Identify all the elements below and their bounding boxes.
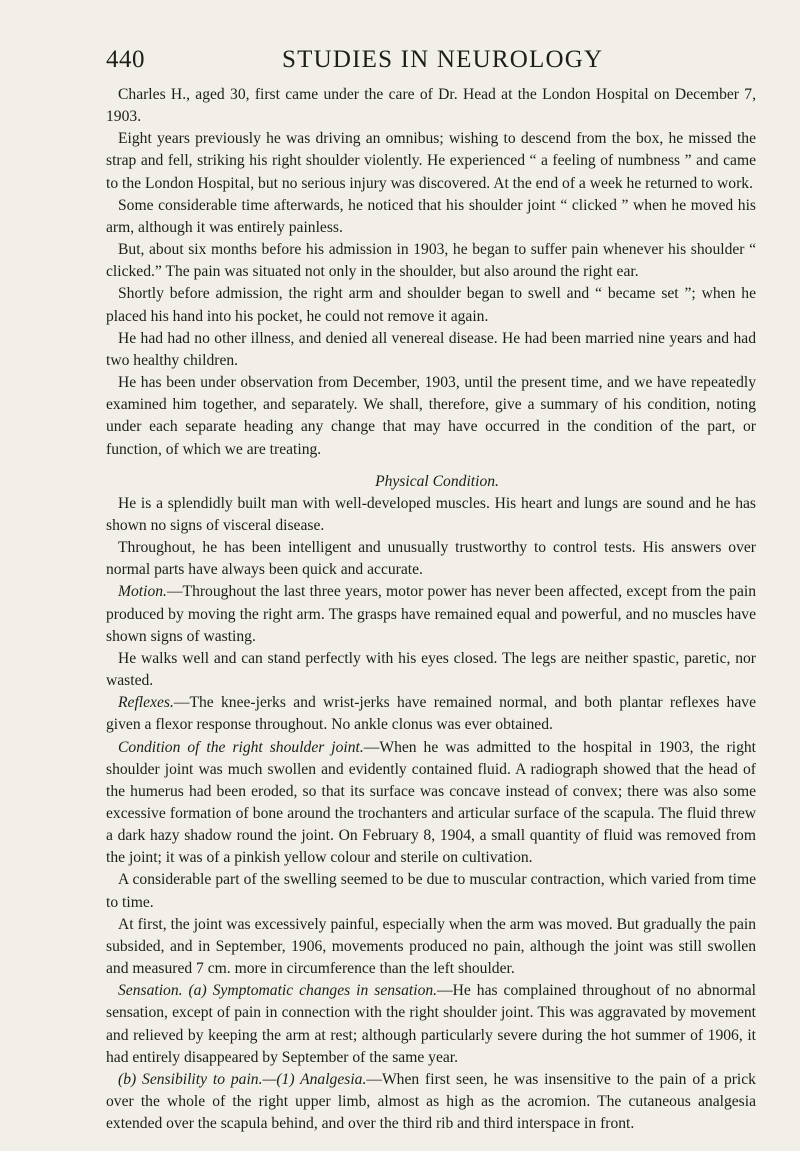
paragraph-text: —When first seen, he was insensitive to the pain of a prick over the whole of the right upper limb, almost as high as the acromion. The cutaneous analgesia extended over the scapula behind, and over the third rib and third interspace in front. xyxy=(106,1070,756,1133)
paragraph: Eight years previously he was driving an omnibus; wishing to descend from the box, he missed the strap and fell, striking his right shoulder violently. He experienced “ a feeling of numbness ” and came to the London Hospital, but no serious injury was discovered. At the end of a week he returned to work. xyxy=(106,130,756,192)
body-text xyxy=(106,84,756,1135)
paragraph: But, about six months before his admission in 1903, he began to suffer pain whenever his shoulder “ clicked.” The pain was situated not only in the shoulder, but also around the right ear. xyxy=(106,241,756,281)
section-heading: Physical Condition. xyxy=(375,472,499,490)
paragraph: He had had no other illness, and denied all venereal disease. He had been married nine years and had two healthy children. xyxy=(106,329,756,369)
paragraph xyxy=(106,980,756,1069)
paragraph-lead: Sensation. (a) Symptomatic changes in sensation. xyxy=(118,982,438,1000)
paragraph-lead: Condition of the right shoulder joint. xyxy=(118,738,364,756)
paragraph-lead: (b) Sensibility to pain.—(1) Analgesia. xyxy=(118,1070,367,1088)
paragraph: Some considerable time afterwards, he noticed that his shoulder joint “ clicked ” when he moved his arm, although it was entirely painless. xyxy=(106,196,756,236)
running-head xyxy=(106,46,756,78)
paragraph-text: —Throughout the last three years, motor power has never been affected, except from the pain produced by moving the right arm. The grasps have remained equal and powerful, and no muscles have shown signs of wasting. xyxy=(106,583,756,645)
paragraph-text: At first, the joint was excessively painful, especially when the arm was moved. But gradually the pain subsided, and in September, 1906, movements produced no pain, although the joint was still swollen and measured 7 cm. more in circumference than the left shoulder. xyxy=(106,915,756,978)
paragraph-text: Throughout, he has been intelligent and unusually trustworthy to control tests. His answers over normal parts have always been quick and accurate. xyxy=(106,539,756,579)
paragraph-lead: Reflexes. xyxy=(118,694,174,712)
paragraph xyxy=(106,869,756,913)
paragraph-text: —He has complained throughout of no abnormal sensation, except of pain in connection with the right shoulder joint. This was aggravated by movement and relieved by keeping the arm at rest; although particularly severe during the hot summer of 1906, it had entirely disappeared by September of the same year. xyxy=(106,982,756,1066)
paragraph xyxy=(106,581,756,647)
paragraph xyxy=(106,914,756,980)
paragraph xyxy=(106,537,756,581)
paragraph: Charles H., aged 30, first came under the care of Dr. Head at the London Hospital on December 7, 1903. xyxy=(106,86,756,126)
paragraph: Shortly before admission, the right arm and shoulder began to swell and “ became set ”; when he placed his hand into his pocket, he could not remove it again. xyxy=(106,285,756,325)
paragraph xyxy=(106,692,756,736)
paragraph-text: —The knee-jerks and wrist-jerks have remained normal, and both plantar reflexes have given a flexor response throughout. No ankle clonus was ever obtained. xyxy=(106,694,756,734)
paragraph xyxy=(106,737,756,870)
running-title: STUDIES IN NEUROLOGY xyxy=(282,46,604,73)
paragraph-text: A considerable part of the swelling seemed to be due to muscular contraction, which varied from time to time. xyxy=(106,871,756,911)
paragraph-text: He is a splendidly built man with well-developed muscles. His heart and lungs are sound and he has shown no signs of visceral disease. xyxy=(106,494,756,534)
paragraph xyxy=(106,1069,756,1135)
paragraph xyxy=(106,648,756,692)
paragraph-text: —When he was admitted to the hospital in 1903, the right shoulder joint was much swollen and evidently contained fluid. A radiograph showed that the head of the humerus had been eroded, so that its surface was concave instead of convex; there was also some excessive formation of bone around the trochanters and articular surface of the scapula. The fluid threw a dark hazy shadow round the joint. On February 8, 1904, a small quantity of fluid was removed from the joint; it was of a pinkish yellow colour and sterile on cultivation. xyxy=(106,738,756,867)
page-number: 440 xyxy=(106,46,145,73)
paragraph: He has been under observation from December, 1903, until the present time, and we have repeatedly examined him together, and separately. We shall, therefore, give a summary of his condition, noting under each separate heading any change that may have occurred in the condition of the part, or function, of which we are treating. xyxy=(106,374,756,458)
paragraph-text: He walks well and can stand perfectly with his eyes closed. The legs are neither spastic, paretic, nor wasted. xyxy=(106,649,756,690)
paragraph-lead: Motion. xyxy=(118,583,167,601)
paragraph xyxy=(106,493,756,537)
